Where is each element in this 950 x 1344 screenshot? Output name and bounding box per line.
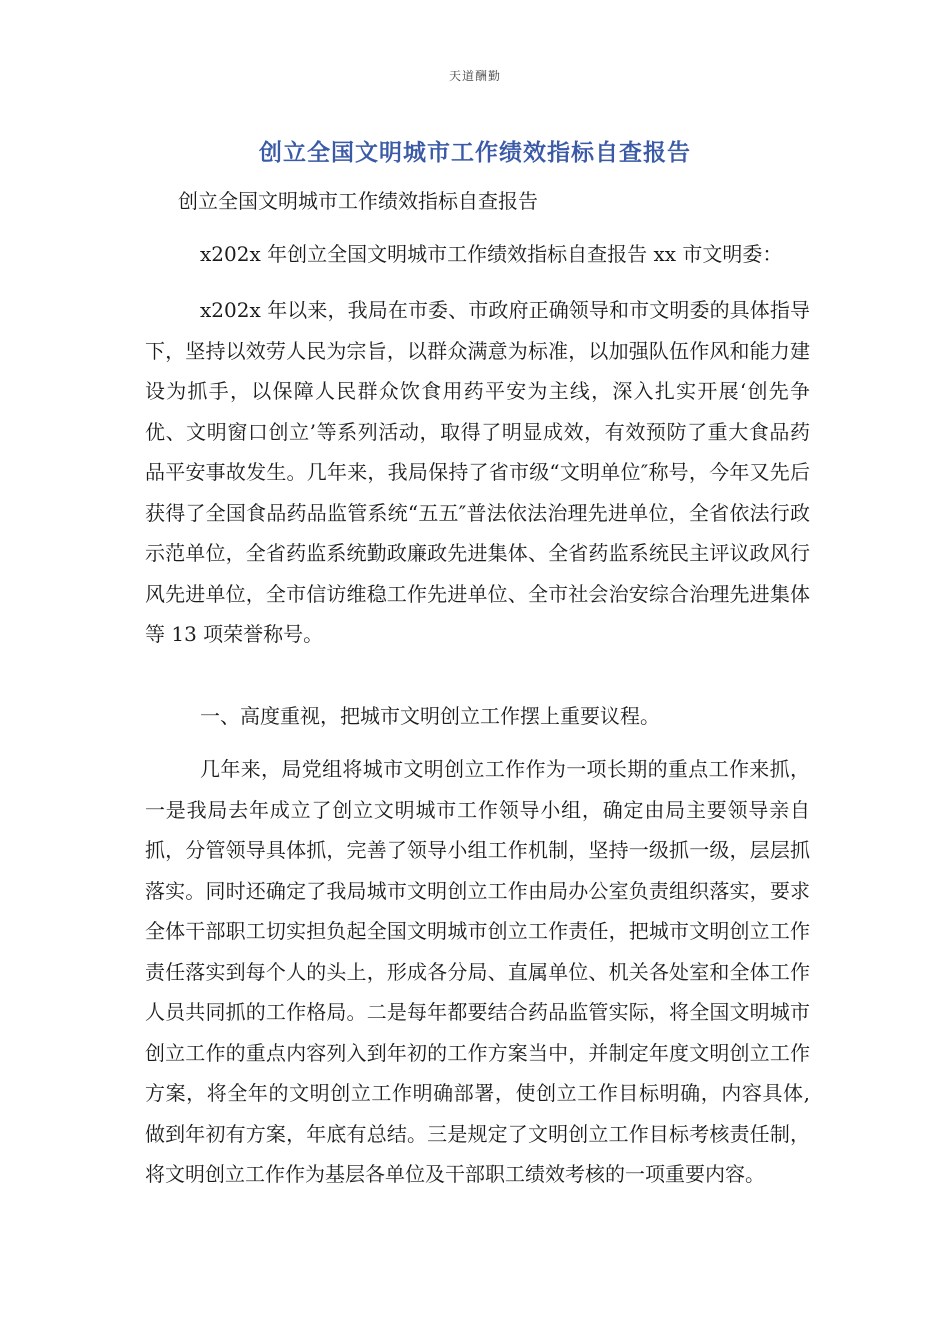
header-note: 天道酬勤	[448, 69, 501, 83]
document-title: 创立全国文明城市工作绩效指标自查报告	[259, 140, 691, 166]
section-heading-1: 一、高度重视，把城市文明创立工作摆上重要议程。	[200, 704, 660, 728]
paragraph-section-1: 几年来，局党组将城市文明创立工作作为一项长期的重点工作来抓，一是我局去年成立了创立文明城市工作领导小组，确定由局主要领导亲自抓，分管领导具体抓，完善了领导小组工作机制，坚持一级抓一级，层层抓落实。同时还确定了我局城市文明创立工作由局办公室负责组织落实，要求全体干部职工切实担负起全国文明城市创立工作责任，把城市文明创立工作责任落实到每个人的头上，形成各分局、直属单位、机关各处室和全体工作人员共同抓的工作格局。二是每年都要结合药品监管实际，将全国文明城市创立工作的重点内容列入到年初的工作方案当中，并制定年度文明创立工作方案，将全年的文明创立工作明确部署，使创立工作目标明确，内容具体,做到年初有方案，年底有总结。三是规定了文明创立工作目标考核责任制，将文明创立工作作为基层各单位及干部职工绩效考核的一项重要内容。	[145, 757, 810, 1186]
salutation-line: x202x 年创立全国文明城市工作绩效指标自查报告 xx 市文明委：	[200, 242, 783, 266]
document-subtitle: 创立全国文明城市工作绩效指标自查报告	[178, 189, 538, 213]
paragraph-intro: x202x 年以来，我局在市委、市政府正确领导和市文明委的具体指导下，坚持以效劳人民为宗旨，以群众满意为标准，以加强队伍作风和能力建设为抓手，以保障人民群众饮食用药平安为主线，深入扎实开展‘创先争优、文明窗口创立’等系列活动，取得了明显成效，有效预防了重大食品药品平安事故发生。几年来，我局保持了省市级“文明单位″称号，今年又先后获得了全国食品药品监管系统“五五″普法依法治理先进单位，全省依法行政示范单位，全省药监系统勤政廉政先进集体、全省药监系统民主评议政风行风先进单位，全市信访维稳工作先进单位、全市社会治安综合治理先进集体等 13 项荣誉称号。	[145, 298, 810, 646]
